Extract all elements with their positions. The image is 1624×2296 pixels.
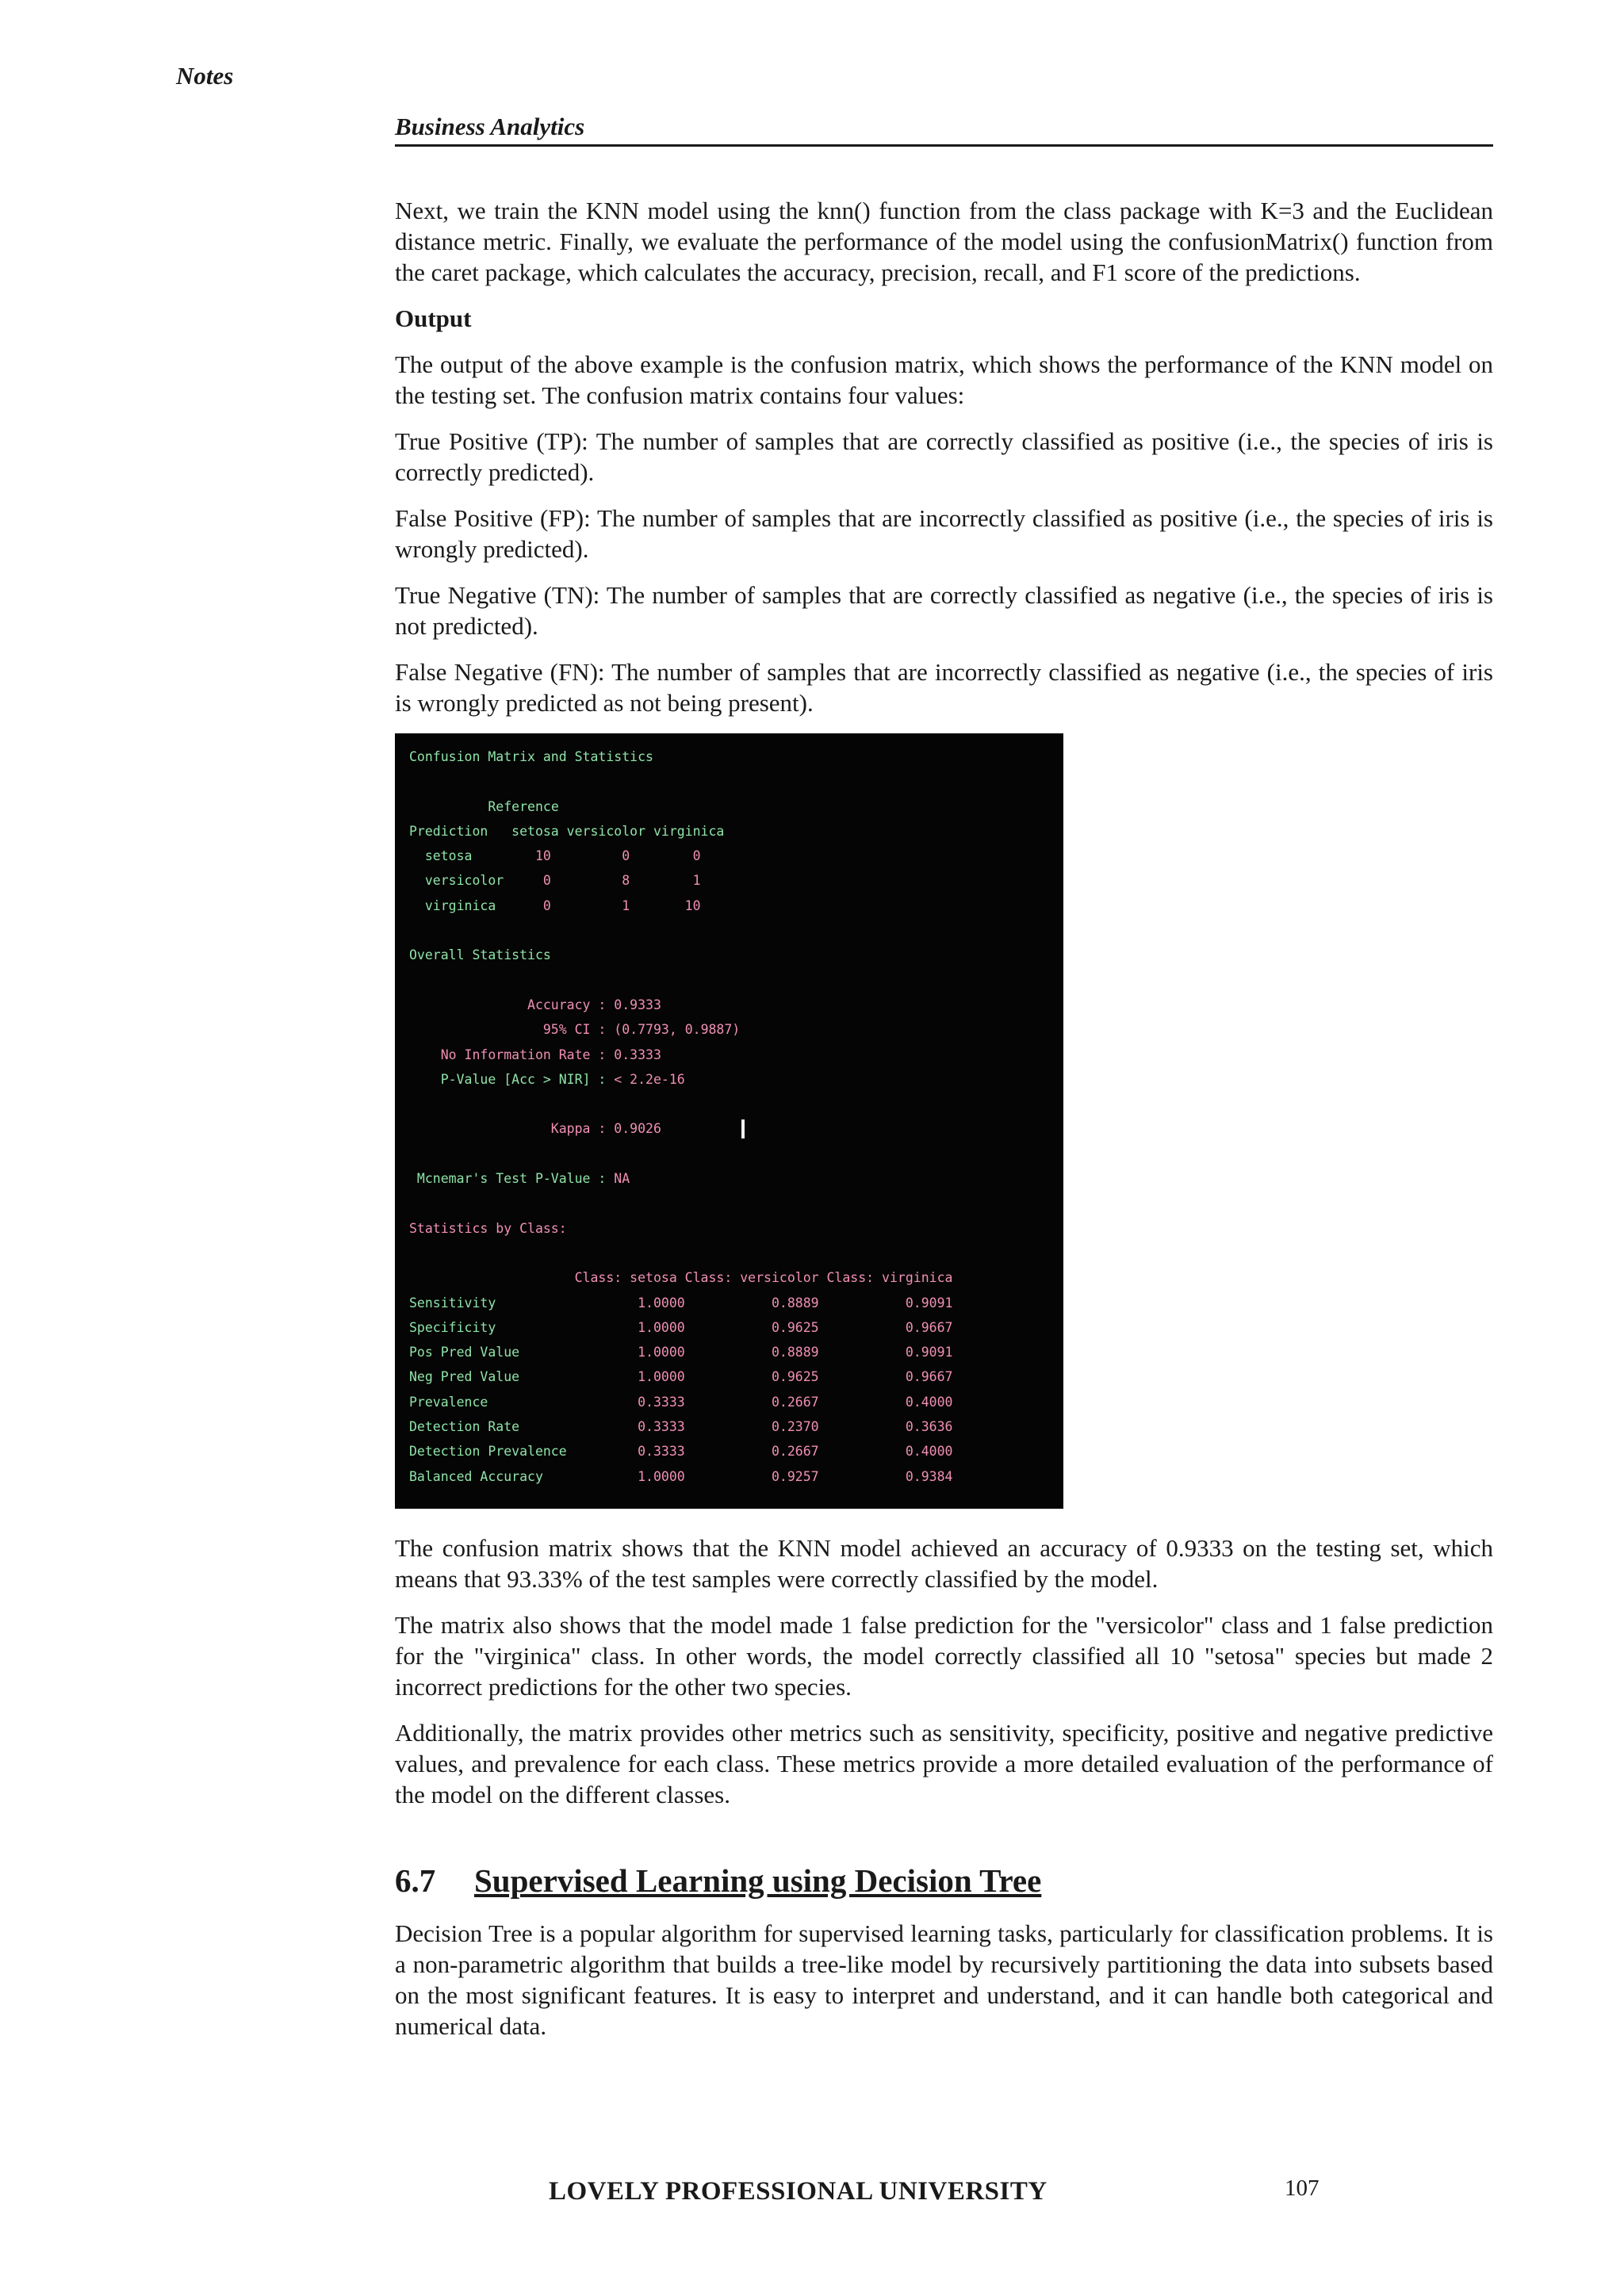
terminal-title: Confusion Matrix and Statistics — [409, 749, 653, 764]
class-stat-row: Specificity 1.0000 0.9625 0.9667 — [409, 1319, 953, 1335]
paragraph: False Positive (FP): The number of samples that are incorrectly classified as positive (i.e., the species of iris is wrongly predicted). — [395, 504, 1493, 563]
overall-stat-row: No Information Rate : 0.3333 — [409, 1047, 661, 1062]
paragraph: The output of the above example is the confusion matrix, which shows the performance of the KNN model on the testing set. The confusion matrix contains four values: — [395, 350, 1493, 409]
text-cursor — [741, 1119, 745, 1138]
paragraph: False Negative (FN): The number of samples that are incorrectly classified as negative (i.e., the species of iris is wrongly predicted as not being present). — [395, 658, 1493, 717]
overall-stats-title: Overall Statistics — [409, 947, 551, 963]
paragraph: True Negative (TN): The number of samples that are correctly classified as negative (i.e., the species of iris is not predicted). — [395, 581, 1493, 640]
terminal-output-screenshot — [395, 733, 1063, 1509]
section-heading — [395, 1861, 1493, 1900]
paragraph: Next, we train the KNN model using the knn() function from the class package with K=3 and the Euclidean distance metric. Finally, we evaluate the performance of the model using the confusionMatrix() function from the caret package, which calculates the accuracy, precision, recall, and F1 score of the predictions. — [395, 197, 1493, 286]
class-stat-row: Neg Pred Value 1.0000 0.9625 0.9667 — [409, 1369, 953, 1385]
paragraph: The confusion matrix shows that the KNN model achieved an accuracy of 0.9333 on the testing set, which means that 93.33% of the test samples were correctly classified by the model. — [395, 1534, 1493, 1593]
page-number: 107 — [1285, 2175, 1320, 2201]
mcnemar-row: Mcnemar's Test P-Value : NA — [409, 1171, 630, 1187]
paragraph: The matrix also shows that the model made 1 false prediction for the "versicolor" class and 1 false prediction for the "virginica" class. In other words, the model correctly classified all 10 "setosa" species but made 2 incorrect predictions for the other two species. — [395, 1611, 1493, 1701]
section-number: 6.7 — [395, 1862, 436, 1899]
matrix-row: setosa 10 0 0 — [409, 848, 701, 864]
class-stat-row: Pos Pred Value 1.0000 0.8889 0.9091 — [409, 1345, 953, 1360]
overall-stat-row: 95% CI : (0.7793, 0.9887) — [409, 1022, 741, 1038]
overall-stat-row: Accuracy : 0.9333 — [409, 997, 661, 1012]
paragraph: Additionally, the matrix provides other metrics such as sensitivity, specificity, positive and negative predictive values, and prevalence for each class. These metrics provide a more detailed evaluation of the performance of the model on the different classes. — [395, 1719, 1493, 1808]
output-heading: Output — [395, 304, 472, 332]
prediction-header: Prediction setosa versicolor virginica — [409, 823, 725, 839]
class-stat-row: Sensitivity 1.0000 0.8889 0.9091 — [409, 1295, 953, 1311]
paragraph: True Positive (TP): The number of samples that are correctly classified as positive (i.e., the species of iris is correctly predicted). — [395, 427, 1493, 486]
reference-label: Reference — [488, 798, 559, 814]
kappa-row: Kappa : 0.9026 — [409, 1121, 661, 1137]
page-content — [395, 195, 1493, 2057]
running-head: Business Analytics — [395, 113, 1493, 147]
class-stat-row: Detection Rate 0.3333 0.2370 0.3636 — [409, 1419, 953, 1435]
matrix-row: versicolor 0 8 1 — [409, 873, 701, 889]
class-stat-row: Balanced Accuracy 1.0000 0.9257 0.9384 — [409, 1468, 953, 1484]
section-paragraph: Decision Tree is a popular algorithm for supervised learning tasks, particularly for classification problems. It is a non-parametric algorithm that builds a tree-like model by recursively partitioning the data into subsets based on the most significant features. It is easy to interpret and understand, and it can handle both categorical and numerical data. — [395, 1919, 1493, 2040]
margin-note: Notes — [176, 62, 234, 90]
stats-by-class-title: Statistics by Class: — [409, 1220, 567, 1236]
class-stat-row: Detection Prevalence 0.3333 0.2667 0.4000 — [409, 1444, 953, 1460]
overall-stat-row: P-Value [Acc > NIR] : < 2.2e-16 — [409, 1071, 685, 1087]
class-header: Class: setosa Class: versicolor Class: virginica — [409, 1270, 953, 1286]
matrix-row: virginica 0 1 10 — [409, 897, 701, 913]
class-stat-row: Prevalence 0.3333 0.2667 0.4000 — [409, 1394, 953, 1410]
section-title: Supervised Learning using Decision Tree — [474, 1862, 1042, 1899]
footer-university: LOVELY PROFESSIONAL UNIVERSITY — [549, 2177, 1048, 2206]
